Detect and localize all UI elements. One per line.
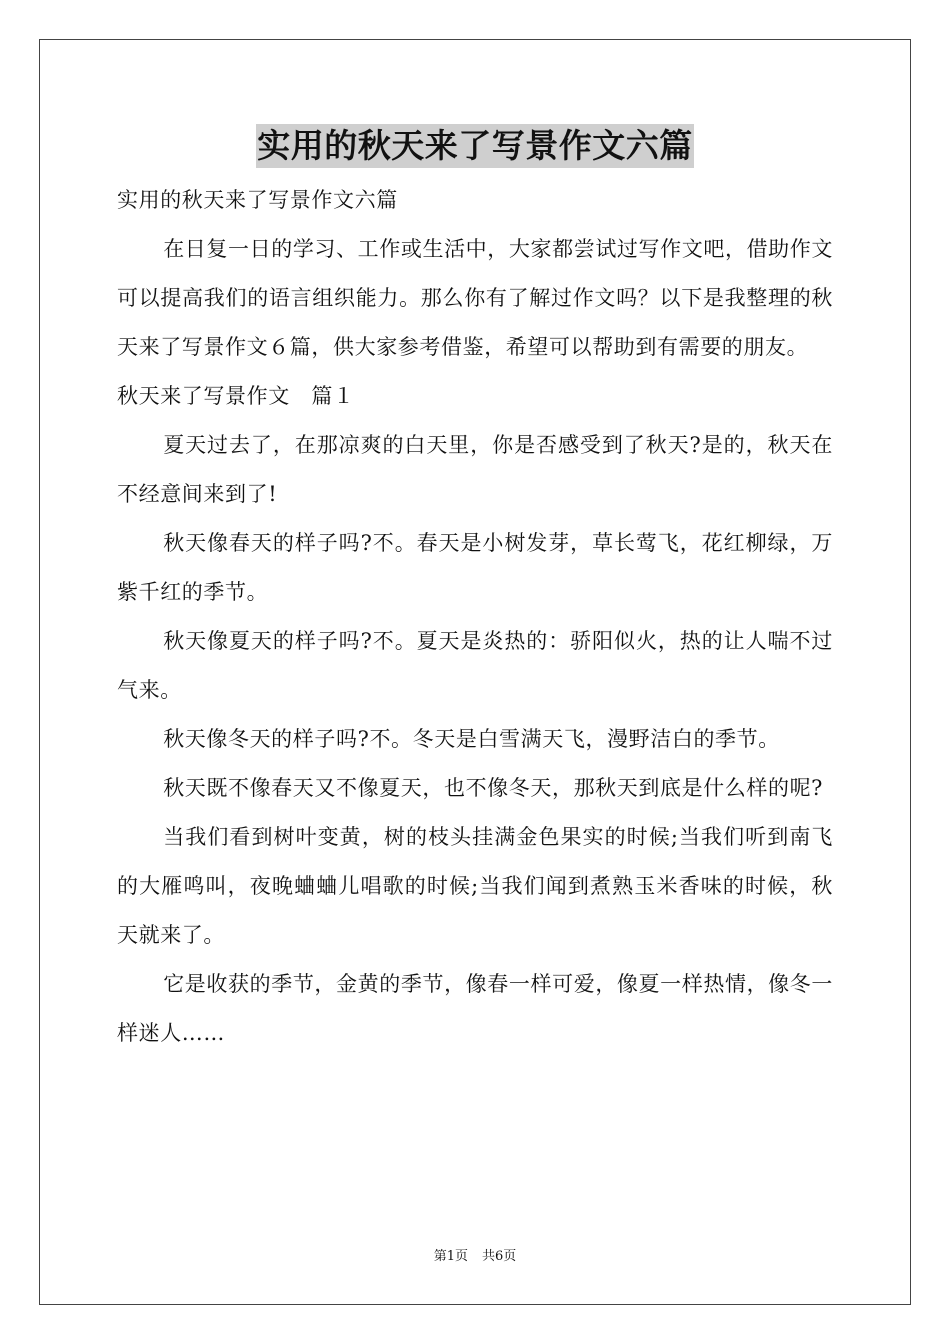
paragraph: 秋天既不像春天又不像夏天，也不像冬天，那秋天到底是什么样的呢? [163,776,824,800]
document-title: 实用的秋天来了写景作文六篇 [256,124,694,168]
page-total: 共6页 [482,1249,517,1264]
page-footer [0,1248,950,1266]
paragraph: 当我们看到树叶变黄，树的枝头挂满金色果实的时候;当我们听到南飞的大雁鸣叫，夜晚蛐蛐儿唱歌的时候;当我们闻到煮熟玉米香味的时候，秋天就来了。 [117,825,833,947]
paragraph: 秋天像夏天的样子吗?不。夏天是炎热的：骄阳似火，热的让人喘不过气来。 [117,629,833,702]
paragraph: 秋天像冬天的样子吗?不。冬天是白雪满天飞，漫野洁白的季节。 [163,727,780,751]
section-heading: 秋天来了写景作文 篇１ [117,384,355,408]
paragraph: 它是收获的季节，金黄的季节，像春一样可爱，像夏一样热情，像冬一样迷人…… [117,972,833,1045]
paragraph: 秋天像春天的样子吗?不。春天是小树发芽，草长莺飞，花红柳绿，万紫千红的季节。 [117,531,833,604]
page-number: 第1页 [433,1249,468,1264]
title-container [0,124,950,168]
paragraph: 在日复一日的学习、工作或生活中，大家都尝试过写作文吧，借助作文可以提高我们的语言组织能力。那么你有了解过作文吗？以下是我整理的秋天来了写景作文６篇，供大家参考借鉴，希望可以帮助到有需要的朋友。 [117,237,833,359]
document-body [117,176,833,1058]
paragraph: 夏天过去了，在那凉爽的白天里，你是否感受到了秋天?是的，秋天在不经意间来到了! [117,433,833,506]
paragraph: 实用的秋天来了写景作文六篇 [117,188,398,212]
